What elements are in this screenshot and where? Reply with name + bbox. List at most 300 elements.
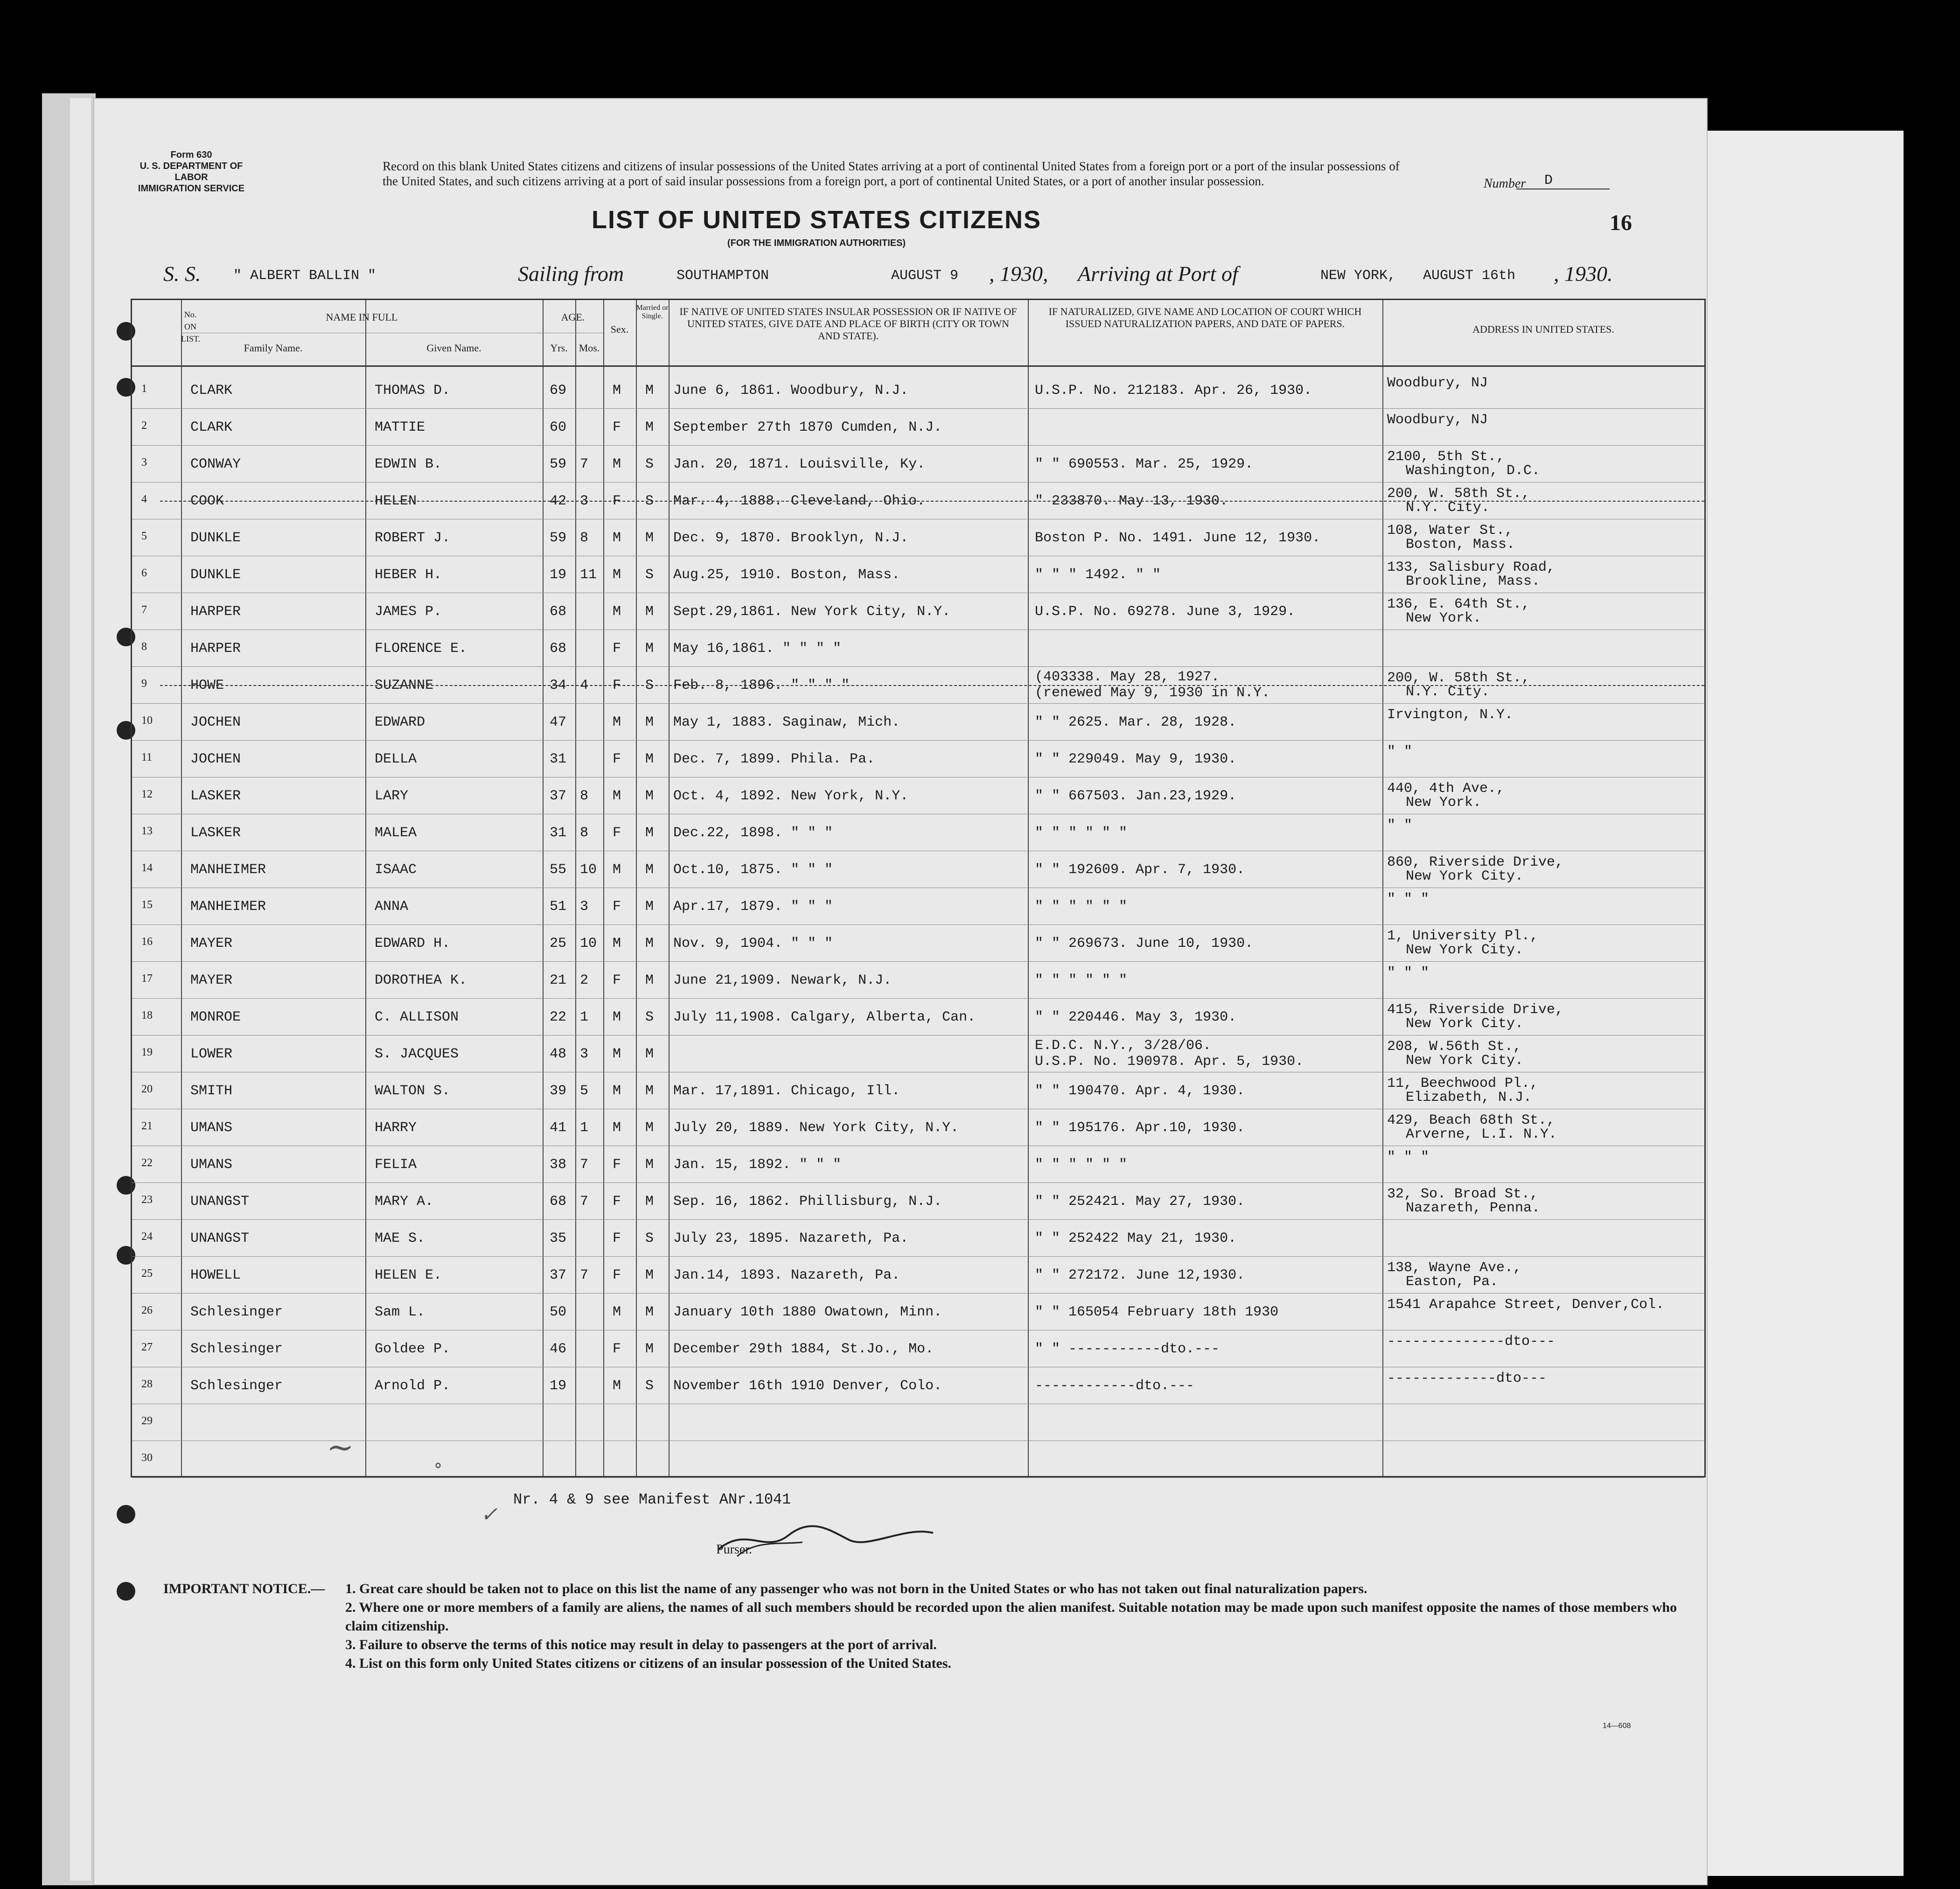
age-years: 48: [550, 1046, 567, 1062]
birth-info: Oct.10, 1875. " " ": [673, 862, 833, 878]
arrive-year: , 1930.: [1554, 262, 1613, 286]
given-name: HELEN E.: [375, 1267, 442, 1283]
age-months: 8: [580, 530, 589, 546]
address-line-1: 2100, 5th St.,: [1387, 449, 1505, 465]
row-number: 25: [141, 1267, 153, 1280]
address-line-2: New York.: [1406, 795, 1482, 811]
marital-status: M: [645, 972, 654, 988]
department-name: U. S. DEPARTMENT OF LABOR: [140, 161, 243, 182]
naturalization-info: ------------dto.---: [1035, 1378, 1195, 1394]
strike-through-line: [160, 685, 1704, 686]
marital-status: S: [645, 493, 654, 509]
birth-info: Jan.14, 1893. Nazareth, Pa.: [673, 1267, 900, 1283]
family-name: MAYER: [190, 936, 233, 951]
marital-status: M: [645, 899, 654, 915]
age-years: 21: [550, 972, 567, 988]
age-months: 8: [580, 788, 589, 804]
notice-items: [345, 1580, 1698, 1673]
age-years: 50: [550, 1304, 567, 1320]
age-years: 60: [550, 420, 567, 435]
sex: F: [613, 1341, 621, 1357]
family-name: Schlesinger: [190, 1341, 283, 1357]
marital-status: S: [645, 1009, 654, 1025]
address: [1387, 1261, 1521, 1289]
family-name: MANHEIMER: [190, 862, 266, 878]
purser-label: Purser.: [716, 1542, 752, 1557]
age-years: 59: [550, 456, 567, 472]
naturalization-info: " " 690553. Mar. 25, 1929.: [1035, 456, 1254, 472]
row-divider: [132, 1256, 1704, 1257]
row-divider: [132, 998, 1704, 999]
sex: M: [613, 936, 621, 951]
given-name: THOMAS D.: [375, 383, 451, 399]
birth-info: Sep. 16, 1862. Phillisburg, N.J.: [673, 1194, 942, 1210]
age-months: 7: [580, 1267, 589, 1283]
age-years: 68: [550, 641, 567, 657]
age-years: 39: [550, 1083, 567, 1099]
row-number: 6: [141, 567, 147, 579]
row-number: 1: [141, 383, 147, 395]
marital-status: M: [645, 751, 654, 767]
age-years: 46: [550, 1341, 567, 1357]
sex: M: [613, 530, 621, 546]
row-divider: [132, 482, 1704, 483]
address-line-2: Nazareth, Penna.: [1406, 1200, 1541, 1216]
given-name: JAMES P.: [375, 604, 442, 620]
age-years: 19: [550, 1378, 567, 1394]
family-name: HOWELL: [190, 1267, 241, 1283]
marital-status: M: [645, 420, 654, 435]
birth-info: Jan. 15, 1892. " " ": [673, 1157, 842, 1173]
address-line-1: " ": [1387, 818, 1413, 833]
naturalization-info: " " 220446. May 3, 1930.: [1035, 1009, 1237, 1025]
manifest-note: Nr. 4 & 9 see Manifest ANr.1041: [513, 1491, 791, 1508]
address: [1387, 1150, 1429, 1164]
header-years: Yrs.: [550, 342, 568, 354]
table-row: [132, 630, 1704, 666]
age-years: 25: [550, 936, 567, 951]
underlying-page: [1708, 131, 1904, 1876]
given-name: Goldee P.: [375, 1341, 451, 1357]
address: [1387, 855, 1563, 883]
address-line-1: 415, Riverside Drive,: [1387, 1002, 1564, 1018]
table-row: [132, 999, 1704, 1035]
address-line-2: Washington, D.C.: [1406, 463, 1541, 479]
family-name: JOCHEN: [190, 714, 241, 730]
address-line-1: 108, Water St.,: [1387, 523, 1514, 539]
marital-status: M: [645, 604, 654, 620]
citizens-table: [131, 299, 1706, 1477]
family-name: UNANGST: [190, 1194, 250, 1210]
birth-info: June 6, 1861. Woodbury, N.J.: [673, 383, 909, 399]
birth-info: July 23, 1895. Nazareth, Pa.: [673, 1231, 909, 1246]
row-number: 17: [141, 972, 153, 985]
birth-info: Dec.22, 1898. " " ": [673, 825, 833, 841]
number-label: Number: [1484, 176, 1526, 191]
birth-info: Aug.25, 1910. Boston, Mass.: [673, 567, 900, 583]
port-to: NEW YORK,: [1320, 268, 1396, 284]
family-name: COOK: [190, 493, 224, 509]
address: [1387, 376, 1488, 390]
age-months: 3: [580, 899, 589, 915]
row-number: 7: [141, 604, 147, 616]
given-name: Sam L.: [375, 1304, 425, 1320]
sex: F: [613, 1157, 621, 1173]
sex: M: [613, 1378, 621, 1394]
sex: M: [613, 567, 621, 583]
sex: F: [613, 1231, 621, 1246]
marital-status: M: [645, 530, 654, 546]
given-name: ANNA: [375, 899, 409, 915]
family-name: HARPER: [190, 641, 241, 657]
marital-status: M: [645, 1194, 654, 1210]
naturalization-info: (403338. May 28, 1927.: [1035, 669, 1220, 685]
age-months: 7: [580, 1194, 589, 1210]
row-number: 22: [141, 1157, 153, 1169]
address-line-1: 200, W. 58th St.,: [1387, 670, 1530, 686]
naturalization-info: " " 252422 May 21, 1930.: [1035, 1231, 1237, 1246]
sex: F: [613, 825, 621, 841]
row-number: 14: [141, 862, 153, 874]
naturalization-info: U.S.P. No. 212183. Apr. 26, 1930.: [1035, 383, 1312, 399]
address: [1387, 929, 1538, 957]
naturalization-info: " 233870. May 13, 1930.: [1035, 493, 1228, 509]
sex: M: [613, 1120, 621, 1136]
address-line-2: Boston, Mass.: [1406, 537, 1515, 553]
birth-info: September 27th 1870 Cumden, N.J.: [673, 420, 942, 435]
header-naturalized: IF NATURALIZED, GIVE NAME AND LOCATION OF COURT WHICH ISSUED NATURALIZATION PAPERS, AND DATE OF PAPERS.: [1048, 306, 1362, 329]
row-divider: [132, 1182, 1704, 1183]
binder-inner-edge: [70, 98, 91, 1881]
sex: F: [613, 420, 621, 435]
notice-item: 4. List on this form only United States citizens or citizens of an insular possession of the United States.: [345, 1656, 951, 1671]
header-given-name: Given Name.: [426, 342, 481, 354]
family-name: LASKER: [190, 825, 241, 841]
address-line-1: 11, Beechwood Pl.,: [1387, 1076, 1539, 1091]
form-identifier: [131, 149, 252, 194]
row-number: 9: [141, 678, 147, 690]
table-row: [132, 1257, 1704, 1293]
naturalization-info: " " " 1492. " ": [1035, 567, 1161, 583]
age-years: 42: [550, 493, 567, 509]
sex: F: [613, 751, 621, 767]
notice-item: 2. Where one or more members of a family are aliens, the names of all such members should be recorded upon the alien manifest. Suitable notation may be made upon such manifest opposite the names of those members who claim citizenship.: [345, 1600, 1677, 1634]
table-row: [132, 1220, 1704, 1256]
birth-info: May 16,1861. " " " ": [673, 641, 842, 657]
given-name: HEBER H.: [375, 567, 442, 583]
naturalization-info: " " 272172. June 12,1930.: [1035, 1267, 1245, 1283]
family-name: Schlesinger: [190, 1378, 283, 1394]
birth-info: Mar. 4, 1888. Cleveland, Ohio.: [673, 493, 926, 509]
family-name: HOWE: [190, 678, 224, 693]
ss-label: S. S.: [163, 262, 201, 286]
naturalization-info: Boston P. No. 1491. June 12, 1930.: [1035, 530, 1321, 546]
age-years: 55: [550, 862, 567, 878]
naturalization-info: " " 269673. June 10, 1930.: [1035, 936, 1254, 951]
family-name: HARPER: [190, 604, 241, 620]
naturalization-info: " " " " " ": [1035, 899, 1128, 915]
table-row: [132, 1368, 1704, 1404]
row-number: 13: [141, 825, 153, 837]
address: [1387, 782, 1505, 810]
marital-status: S: [645, 1378, 654, 1394]
table-row: [132, 1036, 1704, 1072]
given-name: Arnold P.: [375, 1378, 451, 1394]
sex: M: [613, 862, 621, 878]
table-row: [132, 557, 1704, 593]
row-divider: [132, 445, 1704, 446]
address: [1387, 524, 1515, 552]
strike-through-line: [160, 501, 1704, 502]
address-line-1: 440, 4th Ave.,: [1387, 781, 1505, 797]
given-name: MAE S.: [375, 1231, 425, 1246]
age-years: 41: [550, 1120, 567, 1136]
header-birth: IF NATIVE OF UNITED STATES INSULAR POSSESSION OR IF NATIVE OF UNITED STATES, GIVE DATE AND PLACE OF BIRTH (CITY OR TOWN AND STATE).: [679, 306, 1017, 342]
age-months: 3: [580, 493, 589, 509]
naturalization-info: " " 195176. Apr.10, 1930.: [1035, 1120, 1245, 1136]
age-years: 38: [550, 1157, 567, 1173]
address-line-1: 32, So. Broad St.,: [1387, 1186, 1539, 1202]
address-line-1: 429, Beach 68th St.,: [1387, 1112, 1555, 1128]
row-number: 20: [141, 1083, 153, 1095]
age-months: 5: [580, 1083, 589, 1099]
sex: F: [613, 678, 621, 693]
row-divider: [132, 1477, 1704, 1478]
age-months: 1: [580, 1009, 589, 1025]
sex: M: [613, 788, 621, 804]
age-years: 22: [550, 1009, 567, 1025]
sex: F: [613, 641, 621, 657]
table-row: [132, 372, 1704, 408]
header-name-in-full: NAME IN FULL: [326, 311, 398, 323]
age-months: 2: [580, 972, 589, 988]
address: [1387, 708, 1513, 722]
address-line-2: Elizabeth, N.J.: [1406, 1090, 1532, 1105]
family-name: UMANS: [190, 1120, 233, 1136]
sex: F: [613, 899, 621, 915]
given-name: S. JACQUES: [375, 1046, 459, 1062]
punch-hole: [117, 1505, 135, 1524]
address: [1387, 1077, 1538, 1105]
family-name: CLARK: [190, 420, 233, 435]
age-years: 31: [550, 751, 567, 767]
sex: M: [613, 383, 621, 399]
address: [1387, 1371, 1547, 1385]
address-line-1: Woodbury, NJ: [1387, 412, 1488, 428]
address-line-1: 136, E. 64th St.,: [1387, 596, 1530, 612]
naturalization-info: " " " " " ": [1035, 1157, 1128, 1173]
marital-status: M: [645, 1046, 654, 1062]
ship-name: " ALBERT BALLIN ": [233, 268, 377, 284]
table-row: [132, 1331, 1704, 1367]
row-number: 28: [141, 1378, 153, 1390]
marital-status: M: [645, 1157, 654, 1173]
age-months: 1: [580, 1120, 589, 1136]
naturalization-info: " " 252421. May 27, 1930.: [1035, 1194, 1245, 1210]
address-line-1: --------------dto---: [1387, 1334, 1555, 1350]
table-row: [132, 520, 1704, 556]
marital-status: M: [645, 1267, 654, 1283]
birth-info: July 20, 1889. New York City, N.Y.: [673, 1120, 959, 1136]
table-row: [132, 446, 1704, 482]
age-months: 10: [580, 936, 597, 951]
given-name: C. ALLISON: [375, 1009, 459, 1025]
given-name: EDWARD H.: [375, 936, 451, 951]
birth-info: Nov. 9, 1904. " " ": [673, 936, 833, 951]
naturalization-info: " " " " " ": [1035, 825, 1128, 841]
form-number: Form 630: [170, 150, 212, 160]
table-row: [132, 889, 1704, 924]
address: [1387, 1187, 1540, 1215]
header-sex: Sex.: [610, 323, 629, 335]
age-months: 8: [580, 825, 589, 841]
address-line-1: -------------dto---: [1387, 1371, 1547, 1386]
address: [1387, 1040, 1523, 1068]
address-line-1: 133, Salisbury Road,: [1387, 560, 1555, 575]
naturalization-info: " " 229049. May 9, 1930.: [1035, 751, 1237, 767]
table-row: [132, 483, 1704, 519]
birth-info: November 16th 1910 Denver, Colo.: [673, 1378, 942, 1394]
marital-status: S: [645, 567, 654, 583]
address: [1387, 597, 1530, 625]
marital-status: M: [645, 788, 654, 804]
age-years: 51: [550, 899, 567, 915]
naturalization-info: " " -----------dto.---: [1035, 1341, 1220, 1357]
row-number: 21: [141, 1120, 153, 1132]
birth-info: January 10th 1880 Owatown, Minn.: [673, 1304, 942, 1320]
family-name: JOCHEN: [190, 751, 241, 767]
sex: F: [613, 493, 621, 509]
given-name: LARY: [375, 788, 409, 804]
address-line-1: 1541 Arapahce Street, Denver,Col.: [1387, 1297, 1665, 1313]
age-months: 7: [580, 1157, 589, 1173]
table-row: [132, 667, 1704, 703]
row-number: 15: [141, 899, 153, 911]
handwritten-mark: ✓: [481, 1503, 498, 1526]
row-number: 8: [141, 641, 147, 653]
naturalization-info: " " 165054 February 18th 1930: [1035, 1304, 1279, 1320]
given-name: ROBERT J.: [375, 530, 451, 546]
given-name: HARRY: [375, 1120, 417, 1136]
instructions-text: Record on this blank United States citizens and citizens of insular possessions of the United States arriving at a port of continental United States from a foreign port or a port of the insular possessions of the United States, and such citizens arriving at a port of said insular possessions from a foreign port, a port of continental United States, or a port of another insular possession.: [383, 159, 1400, 188]
given-name: EDWIN B.: [375, 456, 442, 472]
form-print-code: 14—608: [1603, 1722, 1631, 1730]
address-line-2: N.Y. City.: [1406, 500, 1490, 516]
naturalization-info: U.S.P. No. 69278. June 3, 1929.: [1035, 604, 1296, 620]
arrive-date: AUGUST 16th: [1423, 268, 1516, 284]
age-years: 68: [550, 604, 567, 620]
family-name: CLARK: [190, 383, 233, 399]
table-row: [132, 409, 1704, 445]
table-row: [132, 1405, 1704, 1441]
table-row: [132, 778, 1704, 814]
sex: F: [613, 1267, 621, 1283]
sex: M: [613, 714, 621, 730]
address-line-1: " ": [1387, 744, 1413, 760]
table-row: [132, 1110, 1704, 1146]
age-years: 37: [550, 1267, 567, 1283]
marital-status: M: [645, 825, 654, 841]
naturalization-info: " " " " " ": [1035, 972, 1128, 988]
notice-item: 3. Failure to observe the terms of this notice may result in delay to passengers at the port of arrival.: [345, 1637, 937, 1652]
birth-info: May 1, 1883. Saginaw, Mich.: [673, 714, 900, 730]
address: [1387, 1113, 1557, 1141]
family-name: MONROE: [190, 1009, 241, 1025]
header-family-name: Family Name.: [244, 342, 303, 354]
marital-status: M: [645, 1304, 654, 1320]
row-number: 5: [141, 530, 147, 542]
family-name: SMITH: [190, 1083, 233, 1099]
given-name: DOROTHEA K.: [375, 972, 467, 988]
table-row: [132, 962, 1704, 998]
row-number: 11: [141, 751, 153, 763]
marital-status: M: [645, 862, 654, 878]
address: [1387, 1298, 1664, 1312]
address: [1387, 1003, 1563, 1031]
age-years: 37: [550, 788, 567, 804]
age-years: 34: [550, 678, 567, 693]
given-name: MALEA: [375, 825, 417, 841]
age-years: 47: [550, 714, 567, 730]
address-line-2: Brookline, Mass.: [1406, 574, 1541, 589]
row-divider: [132, 666, 1704, 667]
given-name: FLORENCE E.: [375, 641, 467, 657]
port-from: SOUTHAMPTON: [677, 268, 769, 284]
row-number: 18: [141, 1009, 153, 1021]
row-number: 16: [141, 936, 153, 948]
row-divider: [132, 1293, 1704, 1294]
age-months: 10: [580, 862, 597, 878]
row-number: 12: [141, 788, 153, 800]
punch-hole: [117, 1582, 135, 1601]
sex: M: [613, 1009, 621, 1025]
address-line-2: Arverne, L.I. N.Y.: [1406, 1126, 1557, 1142]
age-years: 68: [550, 1194, 567, 1210]
naturalization-info: " " 190470. Apr. 4, 1930.: [1035, 1083, 1245, 1099]
page-number: 16: [1610, 210, 1632, 235]
sex: F: [613, 1194, 621, 1210]
voyage-line: [163, 261, 1703, 289]
birth-info: June 21,1909. Newark, N.J.: [673, 972, 892, 988]
age-years: 69: [550, 383, 567, 399]
row-number: 30: [141, 1452, 153, 1464]
header-married-single: Married or Single.: [636, 304, 669, 320]
family-name: Schlesinger: [190, 1304, 283, 1320]
age-months: 4: [580, 678, 589, 693]
naturalization-info: E.D.C. N.Y., 3/28/06.: [1035, 1038, 1212, 1054]
given-name: ISAAC: [375, 862, 417, 878]
birth-info: Oct. 4, 1892. New York, N.Y.: [673, 788, 909, 804]
table-row: [132, 1294, 1704, 1330]
table-row: [132, 594, 1704, 630]
address: [1387, 560, 1555, 588]
row-divider: [132, 740, 1704, 741]
address-line-2: Easton, Pa.: [1406, 1274, 1499, 1290]
address: [1387, 892, 1429, 906]
given-name: DELLA: [375, 751, 417, 767]
given-name: SUZANNE: [375, 678, 434, 693]
marital-status: M: [645, 714, 654, 730]
marital-status: M: [645, 383, 654, 399]
table-row: [132, 815, 1704, 851]
row-number: 29: [141, 1415, 153, 1427]
table-row: [132, 1147, 1704, 1182]
page-title: LIST OF UNITED STATES CITIZENS: [592, 206, 1041, 234]
row-number: 26: [141, 1304, 153, 1316]
sex: M: [613, 456, 621, 472]
row-number: 24: [141, 1231, 153, 1243]
family-name: CONWAY: [190, 456, 241, 472]
